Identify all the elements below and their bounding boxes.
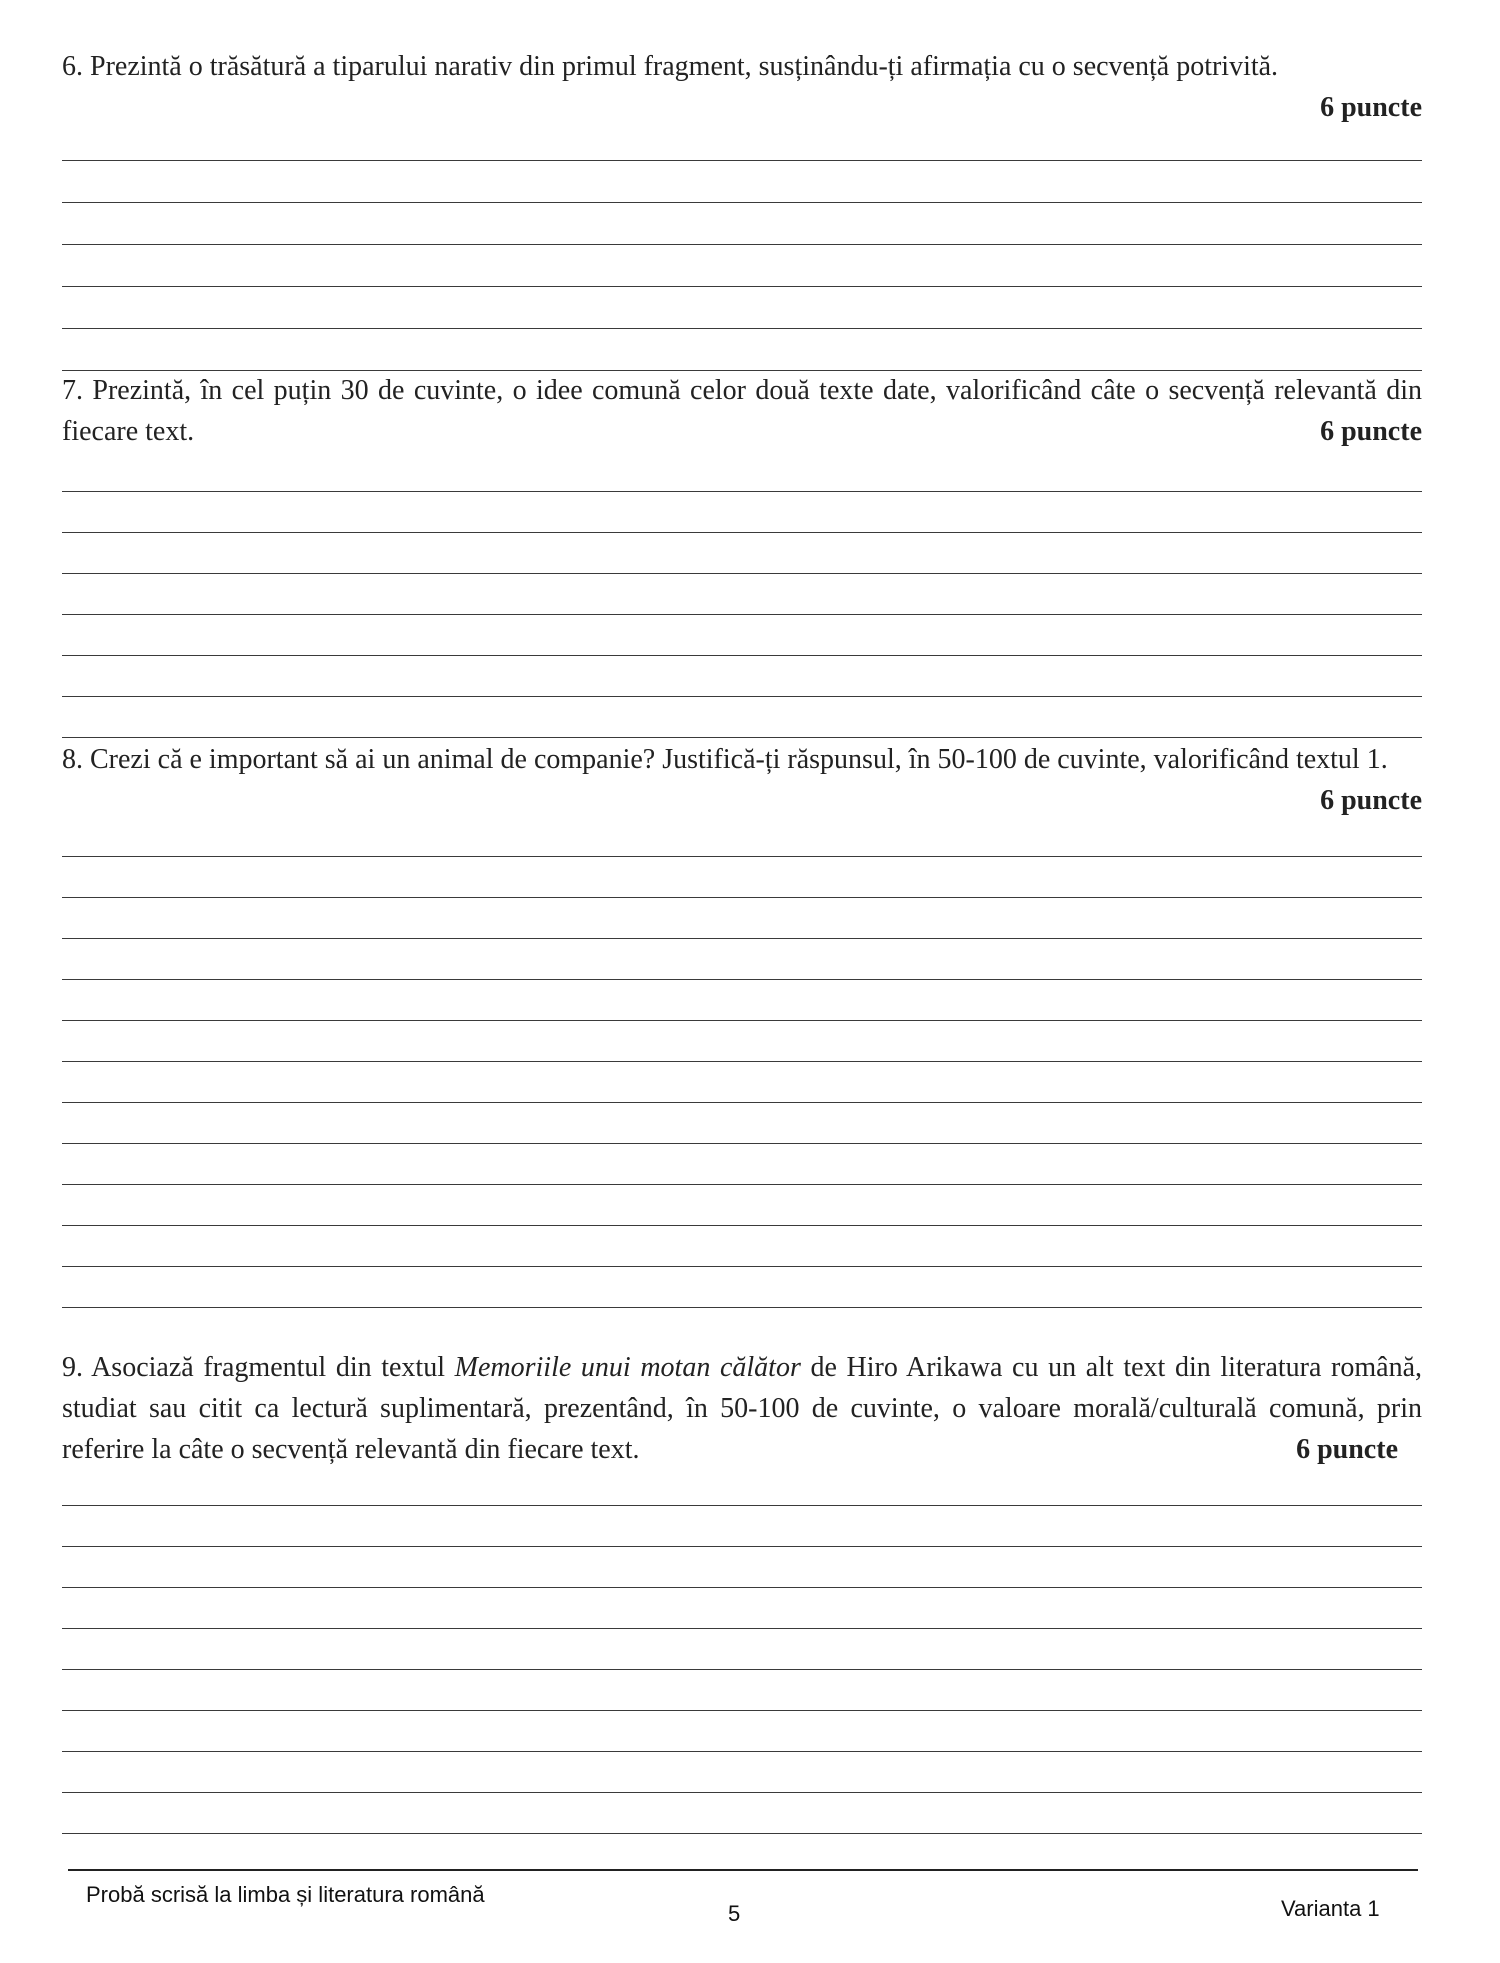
answer-line [62,1020,1422,1021]
footer-divider [68,1869,1418,1871]
answer-line [62,1225,1422,1226]
footer-variant: Varianta 1 [1281,1896,1380,1921]
answer-line [62,328,1422,329]
answer-line [62,1184,1422,1185]
question-6 [62,46,1422,123]
answer-line [62,1628,1422,1629]
footer-exam-title: Probă scrisă la limba și literatura română [86,1882,485,1907]
answer-line [62,856,1422,857]
answer-line [62,979,1422,980]
answer-line [62,1751,1422,1752]
answer-line [62,737,1422,738]
question-7-points: 6 puncte [1320,416,1422,447]
answer-line [62,244,1422,245]
answer-line [62,160,1422,161]
question-9-text-before: 9. Asociază fragmentul din textul [62,1352,455,1383]
answer-line [62,1102,1422,1103]
answer-line [62,1587,1422,1588]
answer-line [62,1546,1422,1547]
footer-page-number: 5 [728,1901,741,1926]
question-8-text: 8. Crezi că e important să ai un animal de companie? Justifică-ți răspunsul, în 50-100 de cuvinte, valorificând textul 1. [62,744,1388,775]
answer-line [62,573,1422,574]
answer-line [62,696,1422,697]
answer-line [62,532,1422,533]
answer-line [62,202,1422,203]
answer-line [62,1307,1422,1308]
question-8 [62,739,1422,816]
answer-line [62,1266,1422,1267]
answer-line [62,491,1422,492]
answer-line [62,286,1422,287]
answer-line [62,1710,1422,1711]
question-9-points: 6 puncte [1296,1434,1398,1465]
question-6-points: 6 puncte [1320,92,1422,123]
question-7 [62,370,1422,452]
answer-line [62,1505,1422,1506]
answer-line [62,1143,1422,1144]
question-7-text: 7. Prezintă, în cel puțin 30 de cuvinte, o idee comună celor două texte date, valorificând câte o secvență relevantă din fiecare text. [62,375,1422,447]
question-9-book-title: Memoriile unui motan călător [454,1352,801,1383]
answer-line [62,1061,1422,1062]
question-8-points: 6 puncte [1320,785,1422,816]
answer-line [62,1792,1422,1793]
answer-line [62,655,1422,656]
question-9-text [62,1347,1422,1470]
answer-line [62,938,1422,939]
question-9 [62,1347,1422,1470]
answer-line [62,1669,1422,1670]
question-6-text: 6. Prezintă o trăsătură a tiparului narativ din primul fragment, susținându-ți afirmația cu o secvență potrivită. [62,51,1279,82]
answer-line [62,614,1422,615]
question-9-text-after: de Hiro Arikawa cu un alt text din literatura română, studiat sau citit ca lectură suplimentară, prezentând, în 50-100 de cuvinte, o valoare morală/culturală comună, prin referire la câte o secvență relevantă din fiecare text. [62,1352,1423,1465]
answer-line [62,1833,1422,1834]
answer-line [62,897,1422,898]
